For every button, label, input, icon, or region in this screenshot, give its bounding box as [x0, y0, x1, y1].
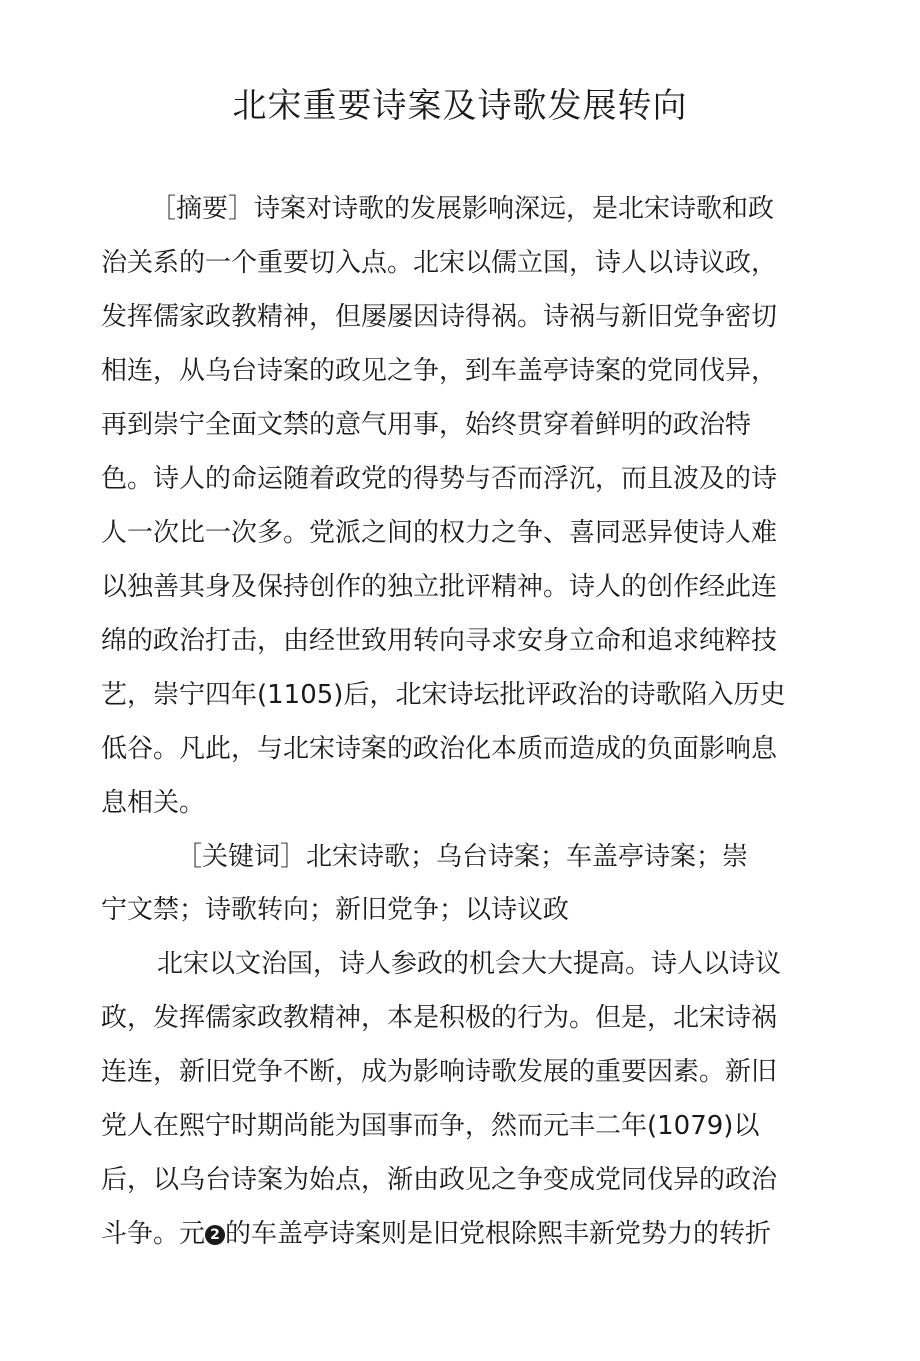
body-line: 政，发挥儒家政教精神，本是积极的行为。但是，北宋诗祸	[101, 1003, 778, 1033]
keywords-line: ［关键词］北宋诗歌；乌台诗案；车盖亭诗案；崇	[176, 842, 749, 872]
body-line: 党人在熙宁时期尚能为国事而争，然而元丰二年(1079)以	[101, 1111, 760, 1141]
abstract-line: 艺，崇宁四年(1105)后，北宋诗坛批评政治的诗歌陷入历史	[101, 680, 786, 710]
document-title: 北宋重要诗案及诗歌发展转向	[232, 86, 688, 126]
body-line: 后，以乌台诗案为始点，渐由政见之争变成党同伐异的政治	[101, 1165, 778, 1195]
body-line: 北宋以文治国，诗人参政的机会大大提高。诗人以诗议	[157, 949, 782, 979]
body-line-last	[101, 1214, 771, 1254]
body-line-last-prefix: 斗争。元	[101, 1219, 206, 1249]
abstract-line: 发挥儒家政教精神，但屡屡因诗得祸。诗祸与新旧党争密切	[101, 302, 778, 332]
abstract-line: 人一次比一次多。党派之间的权力之争、喜同恶异使诗人难	[101, 518, 778, 548]
abstract-line: 息相关。	[101, 788, 206, 818]
abstract-line: 再到崇宁全面文禁的意气用事，始终贯穿着鲜明的政治特	[101, 410, 752, 440]
abstract-line: 绵的政治打击，由经世致用转向寻求安身立命和追求纯粹技	[101, 626, 778, 656]
abstract-line: 治关系的一个重要切入点。北宋以儒立国，诗人以诗议政，	[101, 248, 778, 278]
abstract-line: 色。诗人的命运随着政党的得势与否而浮沉，而且波及的诗	[101, 464, 778, 494]
footnote-marker-icon: 2	[205, 1225, 225, 1245]
abstract-line: 相连，从乌台诗案的政见之争，到车盖亭诗案的党同伐异，	[101, 356, 778, 386]
abstract-line: ［摘要］诗案对诗歌的发展影响深远，是北宋诗歌和政	[150, 194, 775, 224]
body-line: 连连，新旧党争不断，成为影响诗歌发展的重要因素。新旧	[101, 1057, 778, 1087]
keywords-line: 宁文禁；诗歌转向；新旧党争；以诗议政	[101, 895, 570, 925]
abstract-line: 以独善其身及保持创作的独立批评精神。诗人的创作经此连	[101, 572, 778, 602]
body-line-last-suffix: 的车盖亭诗案则是旧党根除熙丰新党势力的转折	[225, 1219, 772, 1249]
abstract-line: 低谷。凡此，与北宋诗案的政治化本质而造成的负面影响息	[101, 734, 778, 764]
